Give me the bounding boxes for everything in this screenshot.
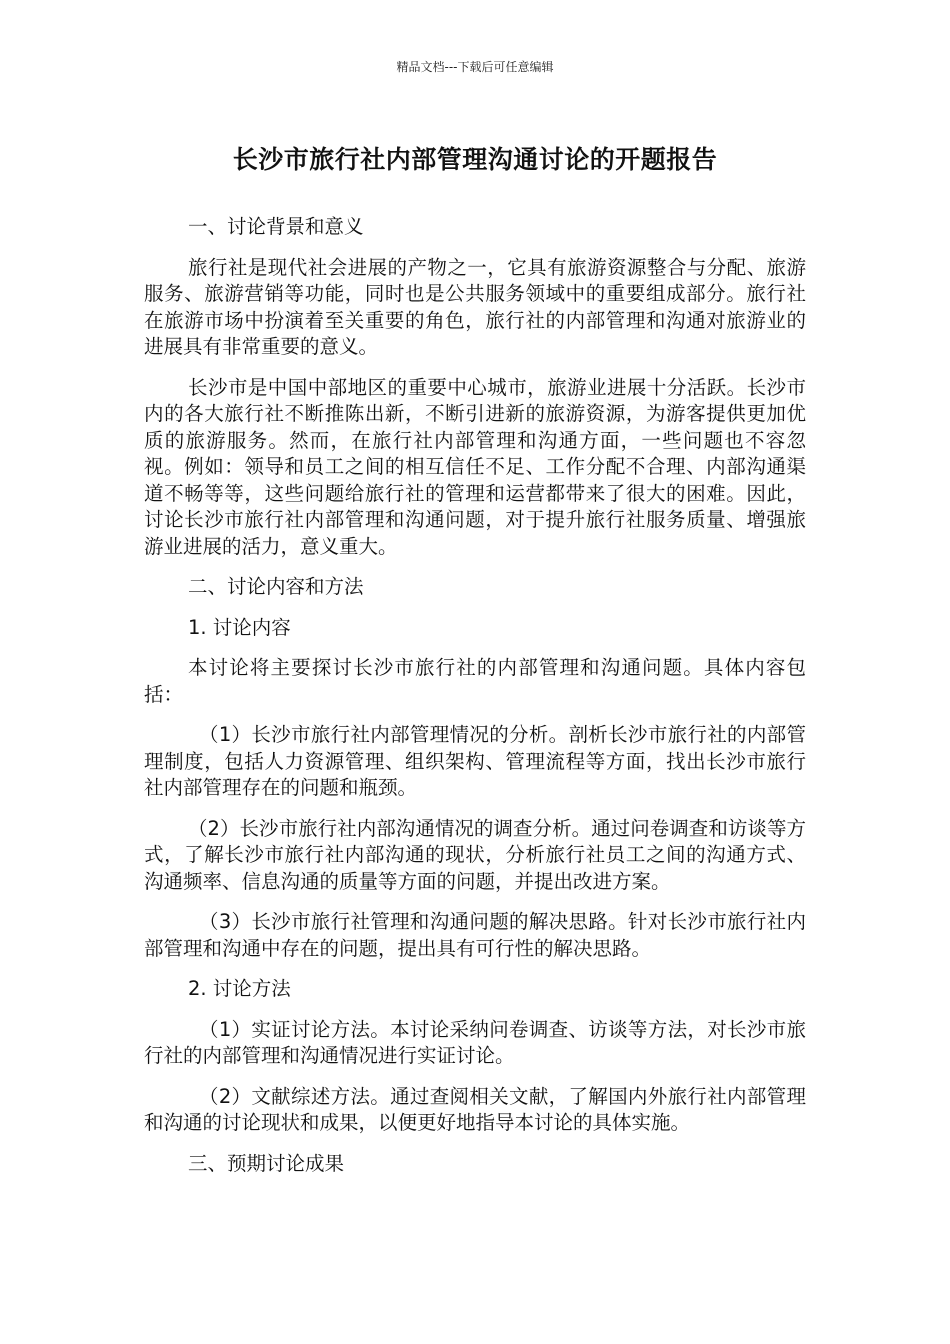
document-title: 长沙市旅行社内部管理沟通讨论的开题报告 [232,145,718,174]
list-item: （1）实证讨论方法。本讨论采纳问卷调查、访谈等方法，对长沙市旅行社的内部管理和沟通情况进行实证讨论。 [144,1017,806,1067]
list-item: （1）长沙市旅行社内部管理情况的分析。剖析长沙市旅行社的内部管理制度，包括人力资源管理、组织架构、管理流程等方面，找出长沙市旅行社内部管理存在的问题和瓶颈。 [144,723,806,799]
subsection-heading-2: 2. 讨论方法 [188,977,291,1000]
header-note: 精品文档---下载后可任意编辑 [396,60,554,74]
section-heading-2: 二、讨论内容和方法 [188,575,364,598]
paragraph: 长沙市是中国中部地区的重要中心城市，旅游业进展十分活跃。长沙市内的各大旅行社不断推陈出新，不断引进新的旅游资源，为游客提供更加优质的旅游服务。然而，在旅行社内部管理和沟通方面，一些问题也不容忽视。例如：领导和员工之间的相互信任不足、工作分配不合理、内部沟通渠道不畅等等，这些问题给旅行社的管理和运营都带来了很大的困难。因此，讨论长沙市旅行社内部管理和沟通问题，对于提升旅行社服务质量、增强旅游业进展的活力，意义重大。 [144,375,806,558]
section-heading-1: 一、讨论背景和意义 [188,215,364,238]
document-body [144,214,806,1191]
paragraph: 本讨论将主要探讨长沙市旅行社的内部管理和沟通问题。具体内容包括： [144,656,806,706]
paragraph: 旅行社是现代社会进展的产物之一，它具有旅游资源整合与分配、旅游服务、旅游营销等功能，同时也是公共服务领域中的重要组成部分。旅行社在旅游市场中扮演着至关重要的角色，旅行社的内部管理和沟通对旅游业的进展具有非常重要的意义。 [144,255,806,358]
list-item: （2）文献综述方法。通过查阅相关文献，了解国内外旅行社内部管理和沟通的讨论现状和成果，以便更好地指导本讨论的具体实施。 [144,1084,806,1134]
section-heading-3: 三、预期讨论成果 [188,1151,345,1175]
subsection-heading-1: 1. 讨论内容 [188,615,291,639]
list-item: （3）长沙市旅行社管理和沟通问题的解决思路。针对长沙市旅行社内部管理和沟通中存在的问题，提出具有可行性的解决思路。 [144,910,806,960]
list-item: （2）长沙市旅行社内部沟通情况的调查分析。通过问卷调查和访谈等方式，了解长沙市旅行社内部沟通的现状，分析旅行社员工之间的沟通方式、沟通频率、信息沟通的质量等方面的问题，并提出改进方案。 [144,816,806,893]
